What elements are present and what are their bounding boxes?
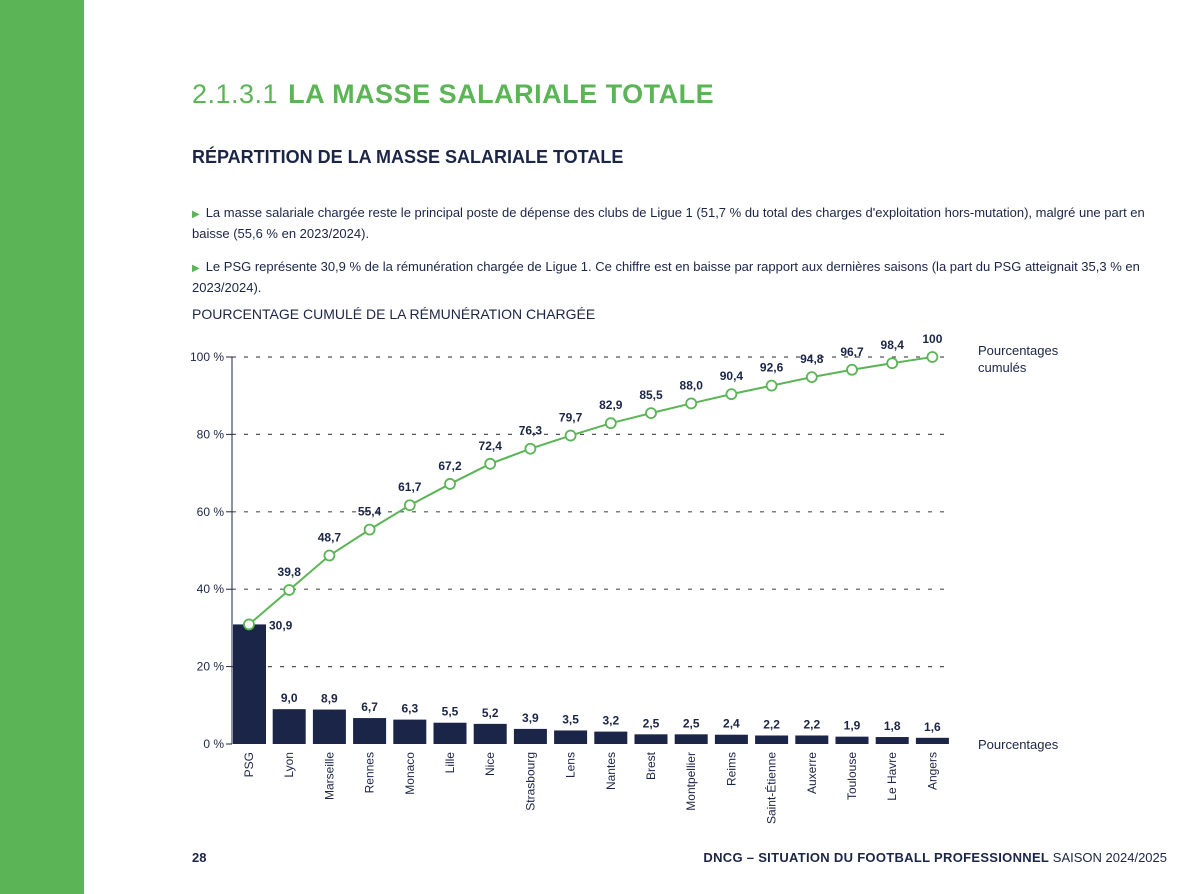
x-category-label: PSG [242, 752, 256, 778]
page-subtitle: RÉPARTITION DE LA MASSE SALARIALE TOTALE [192, 147, 624, 167]
bar-value-label: 2,2 [763, 717, 780, 732]
x-category-label: Angers [925, 752, 940, 791]
bar [876, 737, 909, 744]
line-point [284, 585, 294, 595]
bar [474, 724, 507, 744]
section-heading: LA MASSE SALARIALE TOTALE [288, 79, 715, 109]
chart-title: POURCENTAGE CUMULÉ DE LA RÉMUNÉRATION CHARGÉE [192, 306, 596, 322]
bar [755, 735, 788, 744]
page-number: 28 [192, 850, 207, 865]
y-tick-label: 0 % [203, 737, 224, 751]
bar [635, 734, 668, 744]
line-point [686, 398, 696, 408]
line-point [807, 372, 817, 382]
bar [393, 720, 426, 744]
x-category-label: Toulouse [845, 752, 859, 801]
line-value-label: 94,8 [800, 352, 824, 367]
y-tick-label: 60 % [196, 504, 224, 519]
x-category-label: Strasbourg [523, 752, 538, 811]
x-category-label: Auxerre [804, 752, 819, 795]
bar-value-label: 3,5 [562, 712, 579, 727]
bar-value-label: 3,2 [602, 713, 620, 728]
bar-value-label: 6,7 [361, 700, 378, 715]
y-tick-label: 100 % [189, 350, 224, 364]
line-point [847, 365, 857, 375]
x-category-label: Brest [644, 752, 658, 781]
legend-cumulative-line1: Pourcentages [978, 343, 1059, 358]
line-point [324, 551, 334, 561]
line-value-label: 96,7 [840, 344, 864, 359]
bar [675, 734, 708, 744]
section-number: 2.1.3.1 [192, 79, 279, 109]
line-point [485, 459, 495, 469]
bar-value-label: 3,9 [522, 710, 539, 725]
line-point [445, 479, 455, 489]
line-point [927, 352, 937, 362]
line-point [244, 619, 254, 629]
bar [434, 723, 467, 744]
bar-value-label: 1,9 [843, 718, 861, 733]
bar-value-label: 9,0 [280, 691, 298, 706]
line-point [525, 444, 535, 454]
bar [795, 735, 828, 744]
bullet-arrow-icon: ▶ [192, 209, 200, 220]
bar-value-label: 2,5 [682, 716, 700, 731]
line-value-label: 76,3 [518, 423, 543, 438]
footer-org: DNCG – SITUATION DU FOOTBALL PROFESSIONNEL [703, 850, 1050, 865]
line-point [887, 358, 897, 368]
bar-value-label: 2,2 [803, 717, 821, 732]
bar [836, 737, 869, 744]
bar [313, 710, 346, 744]
bullet-text: La masse salariale chargée reste le principal poste de dépense des clubs de Ligue 1 (51,7 % du total des charges d'exploitation hors-mutation), malgré une part en baisse (55,6 % en 2023/2024). [192, 205, 1145, 241]
y-tick-label: 80 % [196, 427, 224, 442]
bar [233, 624, 266, 744]
line-point [566, 431, 576, 441]
x-category-label: Montpellier [684, 752, 699, 811]
bar-value-label: 8,9 [321, 691, 338, 706]
x-category-label: Lille [443, 752, 457, 774]
line-point [646, 408, 656, 418]
line-point [726, 389, 736, 399]
x-category-label: Saint-Étienne [764, 752, 779, 825]
x-category-label: Lens [563, 752, 578, 779]
bar-value-label: 1,8 [883, 719, 901, 734]
x-category-label: Le Havre [885, 752, 900, 801]
line-value-label: 61,7 [398, 480, 422, 495]
bar-value-label: 2,5 [642, 716, 660, 731]
line-value-label: 98,4 [880, 338, 904, 353]
line-value-label: 88,0 [679, 378, 703, 393]
line-point [405, 500, 415, 510]
line-value-label: 39,8 [277, 564, 301, 579]
line-point [767, 381, 777, 391]
footer-season: SAISON 2024/2025 [1052, 850, 1167, 865]
line-value-label: 67,2 [438, 458, 462, 473]
line-value-label: 48,7 [317, 530, 342, 545]
line-point [606, 418, 616, 428]
x-category-label: Rennes [362, 752, 377, 794]
x-category-label: Reims [724, 752, 739, 787]
bar [916, 738, 949, 744]
bar [273, 709, 306, 744]
cumulative-line [249, 357, 932, 624]
bar [514, 729, 547, 744]
bar [554, 730, 587, 744]
bar-value-label: 6,3 [401, 701, 419, 716]
bar-value-label: 5,2 [481, 705, 499, 720]
legend-bar: Pourcentages [978, 737, 1059, 752]
bar [353, 718, 386, 744]
line-value-label: 30,9 [269, 618, 293, 633]
line-value-label: 100 [922, 332, 943, 346]
x-category-label: Nice [483, 752, 498, 777]
line-value-label: 92,6 [759, 360, 784, 375]
x-category-label: Lyon [282, 752, 297, 778]
footer-caption [703, 850, 1167, 865]
bar-value-label: 5,5 [441, 704, 459, 719]
line-value-label: 82,9 [599, 398, 623, 413]
bar-value-label: 1,6 [924, 719, 941, 734]
line-value-label: 85,5 [639, 388, 663, 403]
y-tick-label: 20 % [196, 659, 224, 674]
bullet-arrow-icon: ▶ [192, 263, 200, 274]
line-value-label: 72,4 [478, 438, 502, 453]
bar [594, 732, 627, 744]
line-value-label: 55,4 [357, 504, 382, 519]
bullet-text: Le PSG représente 30,9 % de la rémunération chargée de Ligue 1. Ce chiffre est en baisse par rapport aux dernières saisons (la part du PSG atteignait 35,3 % en 2023/2024). [192, 259, 1140, 295]
line-value-label: 90,4 [719, 369, 744, 384]
y-tick-label: 40 % [196, 582, 224, 597]
x-category-label: Marseille [322, 752, 337, 801]
line-value-label: 79,7 [558, 410, 583, 425]
x-category-label: Nantes [603, 752, 618, 791]
line-point [365, 525, 375, 535]
legend-cumulative-line2: cumulés [978, 360, 1027, 375]
x-category-label: Monaco [402, 752, 417, 795]
bar [715, 735, 748, 744]
bar-value-label: 2,4 [723, 716, 740, 731]
